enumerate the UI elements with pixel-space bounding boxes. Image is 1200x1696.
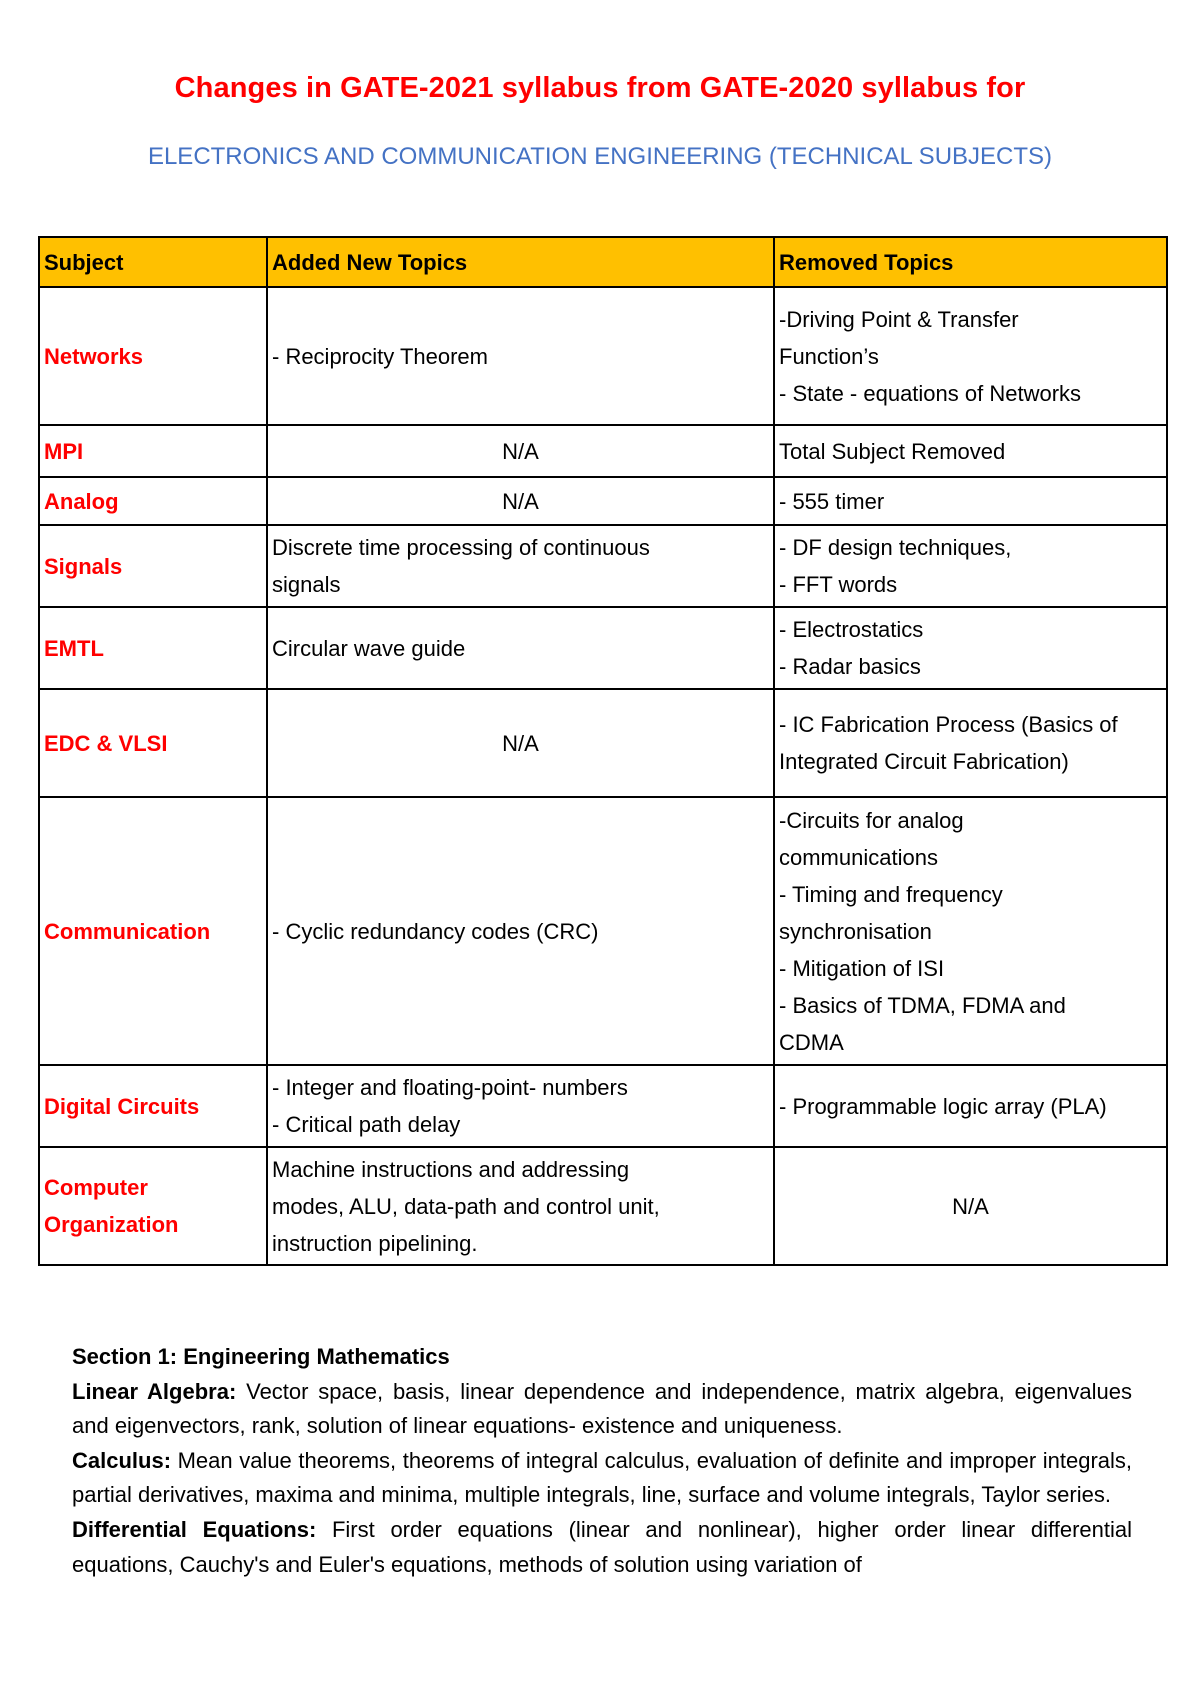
removed-line: -Driving Point & Transfer	[779, 306, 1019, 332]
added-line: modes, ALU, data-path and control unit,	[272, 1193, 660, 1219]
paragraph-linear-algebra	[72, 1375, 1132, 1444]
removed-line: - Timing and frequency	[779, 881, 1003, 907]
removed-line: - Mitigation of ISI	[779, 955, 945, 981]
subject-cell: Communication	[39, 797, 267, 1065]
added-cell: N/A	[267, 689, 774, 797]
table-header-row	[39, 237, 1167, 287]
page-title: Changes in GATE-2021 syllabus from GATE-2020 syllabus for	[174, 72, 1026, 104]
page-subtitle: ELECTRONICS AND COMMUNICATION ENGINEERING (TECHNICAL SUBJECTS)	[147, 143, 1053, 170]
subject-cell: Digital Circuits	[39, 1065, 267, 1147]
removed-cell: Total Subject Removed	[774, 425, 1167, 477]
paragraph-calculus	[72, 1444, 1132, 1513]
subject-cell: MPI	[39, 425, 267, 477]
paragraph-label: Calculus:	[72, 1447, 172, 1473]
removed-line: CDMA	[779, 1029, 844, 1055]
paragraph-text: First order equations (linear and nonlinear), higher order linear differential equations, Cauchy's and Euler's equations, methods of solution using variation of	[72, 1516, 1132, 1577]
subject-cell: EMTL	[39, 607, 267, 689]
added-line: signals	[272, 572, 341, 597]
removed-line: - Electrostatics	[779, 617, 924, 642]
subject-line: Computer	[44, 1175, 148, 1200]
table-row	[39, 1147, 1167, 1265]
removed-cell	[774, 607, 1167, 689]
paragraph-label: Linear Algebra:	[72, 1378, 237, 1404]
removed-line: - DF design techniques,	[779, 535, 1012, 560]
added-line: Machine instructions and addressing	[272, 1156, 630, 1182]
added-line: Discrete time processing of continuous	[272, 535, 650, 560]
table-row	[39, 287, 1167, 425]
removed-line: Function’s	[779, 343, 879, 369]
removed-line: communications	[779, 844, 938, 870]
table-row	[39, 477, 1167, 525]
added-cell	[267, 1147, 774, 1265]
subject-cell: Analog	[39, 477, 267, 525]
subject-cell: EDC & VLSI	[39, 689, 267, 797]
added-line: - Critical path delay	[272, 1112, 461, 1137]
section-heading: Section 1: Engineering Mathematics	[72, 1344, 450, 1369]
paragraph-text: Mean value theorems, theorems of integral calculus, evaluation of definite and improper integrals, partial derivatives, maxima and minima, multiple integrals, line, surface and volume integrals, Taylor series.	[72, 1447, 1132, 1508]
removed-cell	[774, 689, 1167, 797]
added-cell: N/A	[267, 477, 774, 525]
added-cell	[267, 525, 774, 607]
engineering-mathematics-section	[72, 1340, 1132, 1582]
added-cell: N/A	[267, 425, 774, 477]
added-cell	[267, 287, 774, 425]
added-cell: Circular wave guide	[267, 607, 774, 689]
column-header-subject: Subject	[39, 237, 267, 287]
removed-line: - Radar basics	[779, 654, 921, 679]
added-line: - Reciprocity Theorem	[272, 343, 488, 369]
removed-line: - FFT words	[779, 572, 898, 597]
paragraph-differential-equations	[72, 1513, 1132, 1582]
added-line: - Integer and floating-point- numbers	[272, 1075, 628, 1100]
added-cell	[267, 1065, 774, 1147]
column-header-removed: Removed Topics	[774, 237, 1167, 287]
removed-line: - State - equations of Networks	[779, 380, 1082, 406]
removed-cell	[774, 525, 1167, 607]
subject-cell: Networks	[39, 287, 267, 425]
table-row	[39, 689, 1167, 797]
removed-cell: - Programmable logic array (PLA)	[774, 1065, 1167, 1147]
added-line: instruction pipelining.	[272, 1230, 478, 1256]
paragraph-text: Vector space, basis, linear dependence and independence, matrix algebra, eigenvalues and eigenvectors, rank, solution of linear equations- existence and uniqueness.	[72, 1378, 1132, 1439]
removed-cell: - 555 timer	[774, 477, 1167, 525]
added-cell: - Cyclic redundancy codes (CRC)	[267, 797, 774, 1065]
subject-cell	[39, 1147, 267, 1265]
table-row	[39, 607, 1167, 689]
table-row	[39, 797, 1167, 1065]
removed-cell: N/A	[774, 1147, 1167, 1265]
table-row	[39, 525, 1167, 607]
removed-line: synchronisation	[779, 918, 932, 944]
paragraph-label: Differential Equations:	[72, 1516, 317, 1542]
table-row	[39, 1065, 1167, 1147]
subject-line: Organization	[44, 1212, 179, 1237]
syllabus-changes-table	[38, 236, 1168, 1266]
subject-cell: Signals	[39, 525, 267, 607]
removed-line: Integrated Circuit Fabrication)	[779, 749, 1069, 774]
removed-cell	[774, 797, 1167, 1065]
removed-line: - IC Fabrication Process (Basics of	[779, 712, 1118, 737]
removed-cell	[774, 287, 1167, 425]
table-row	[39, 425, 1167, 477]
removed-line: -Circuits for analog	[779, 807, 964, 833]
removed-line: - Basics of TDMA, FDMA and	[779, 992, 1066, 1018]
column-header-added: Added New Topics	[267, 237, 774, 287]
